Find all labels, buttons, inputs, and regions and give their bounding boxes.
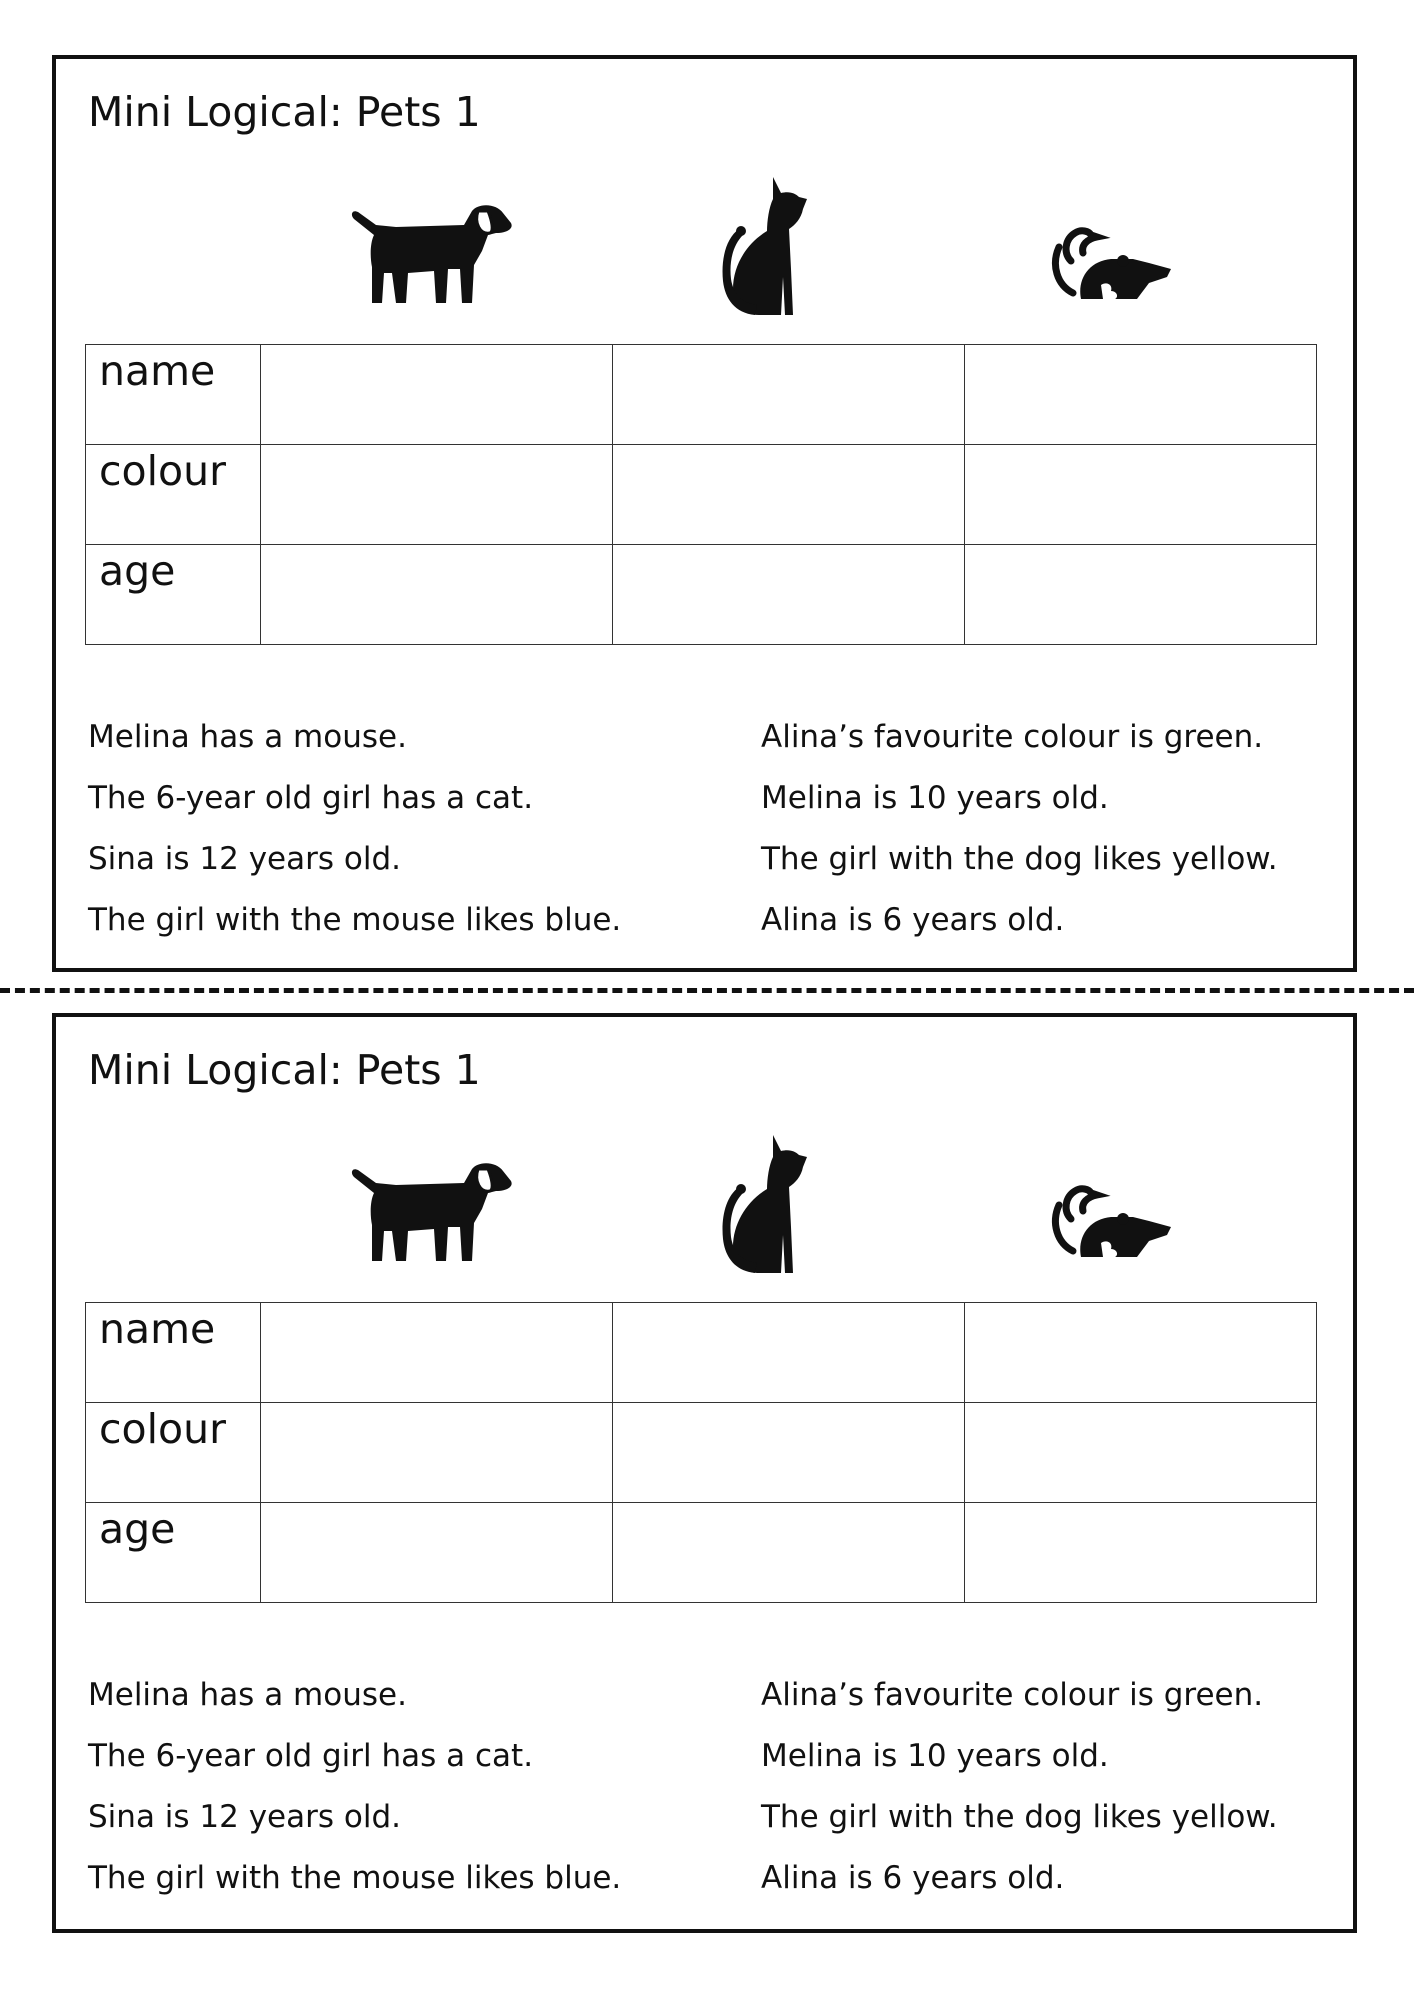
worksheet-title: Mini Logical: Pets 1: [88, 1046, 481, 1094]
clue-list-left: [88, 707, 621, 951]
answer-cell[interactable]: [613, 1303, 965, 1403]
row-label-name: name: [86, 345, 261, 445]
clue: Melina has a mouse.: [88, 1677, 407, 1713]
clue: Sina is 12 years old.: [88, 841, 401, 877]
answer-cell[interactable]: [613, 545, 965, 645]
table-row: [86, 345, 1317, 445]
clue-list-right: [761, 707, 1278, 951]
answer-cell[interactable]: [261, 445, 613, 545]
clue: The girl with the mouse likes blue.: [88, 1860, 622, 1896]
answer-cell[interactable]: [965, 545, 1317, 645]
worksheet-card-1: [52, 55, 1357, 972]
cat-icon: [681, 169, 851, 319]
answer-cell[interactable]: [965, 1303, 1317, 1403]
clue: Melina is 10 years old.: [761, 780, 1109, 816]
answer-cell[interactable]: [261, 1403, 613, 1503]
mouse-icon: [1021, 1139, 1191, 1289]
table-row: [86, 445, 1317, 545]
clue: The girl with the dog likes yellow.: [761, 841, 1278, 877]
answer-grid: [85, 1302, 1317, 1603]
table-row: [86, 1403, 1317, 1503]
worksheet-title: Mini Logical: Pets 1: [88, 88, 481, 136]
table-row: [86, 545, 1317, 645]
mouse-icon: [1021, 181, 1191, 331]
answer-cell[interactable]: [965, 445, 1317, 545]
answer-cell[interactable]: [613, 345, 965, 445]
clue: Melina has a mouse.: [88, 719, 407, 755]
cat-icon: [681, 1127, 851, 1277]
clue: Melina is 10 years old.: [761, 1738, 1109, 1774]
answer-cell[interactable]: [261, 345, 613, 445]
answer-cell[interactable]: [613, 1503, 965, 1603]
clue-list-right: [761, 1665, 1278, 1909]
answer-grid: [85, 344, 1317, 645]
row-label-age: age: [86, 1503, 261, 1603]
clue: The 6-year old girl has a cat.: [88, 780, 534, 816]
clue: The girl with the dog likes yellow.: [761, 1799, 1278, 1835]
row-label-age: age: [86, 545, 261, 645]
dashed-cut-line: [0, 988, 1414, 993]
dog-icon: [346, 1139, 516, 1289]
dog-icon: [346, 181, 516, 331]
table-row: [86, 1303, 1317, 1403]
answer-cell[interactable]: [261, 1503, 613, 1603]
clue: Alina is 6 years old.: [761, 902, 1065, 938]
clue: Sina is 12 years old.: [88, 1799, 401, 1835]
clue: Alina’s favourite colour is green.: [761, 719, 1264, 755]
row-label-colour: colour: [86, 445, 261, 545]
answer-cell[interactable]: [261, 1303, 613, 1403]
answer-cell[interactable]: [261, 545, 613, 645]
row-label-colour: colour: [86, 1403, 261, 1503]
clue: Alina’s favourite colour is green.: [761, 1677, 1264, 1713]
clue: The 6-year old girl has a cat.: [88, 1738, 534, 1774]
table-row: [86, 1503, 1317, 1603]
answer-cell[interactable]: [613, 445, 965, 545]
worksheet-card-2: [52, 1013, 1357, 1933]
clue-list-left: [88, 1665, 621, 1909]
row-label-name: name: [86, 1303, 261, 1403]
clue: Alina is 6 years old.: [761, 1860, 1065, 1896]
answer-cell[interactable]: [965, 1503, 1317, 1603]
answer-cell[interactable]: [965, 345, 1317, 445]
answer-cell[interactable]: [613, 1403, 965, 1503]
answer-cell[interactable]: [965, 1403, 1317, 1503]
clue: The girl with the mouse likes blue.: [88, 902, 622, 938]
